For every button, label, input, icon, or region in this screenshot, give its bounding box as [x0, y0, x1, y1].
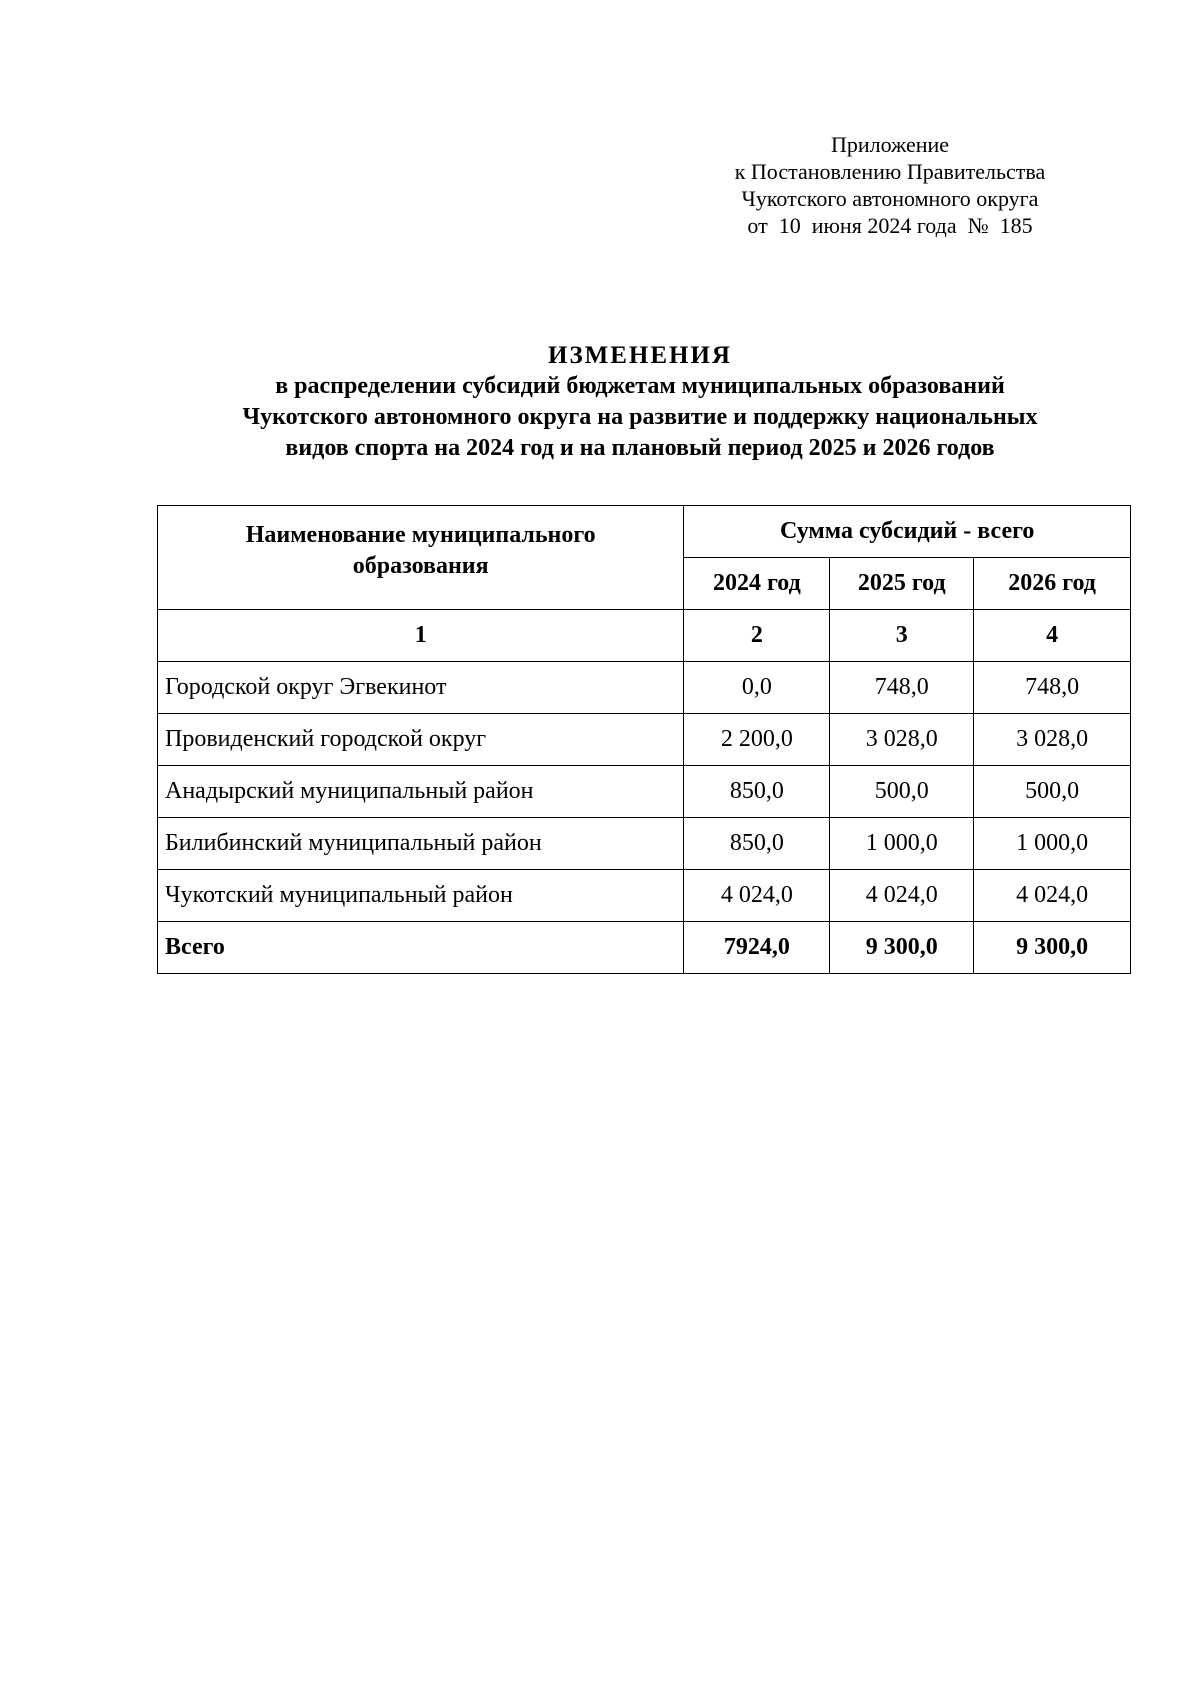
header-municipality	[158, 506, 684, 610]
amount-2024: 850,0	[684, 818, 830, 870]
table-row	[158, 870, 1131, 922]
amount-2025: 1 000,0	[830, 818, 974, 870]
header-sum-total: Сумма субсидий - всего	[684, 506, 1131, 558]
total-label: Всего	[158, 922, 684, 974]
appendix-region: Чукотского автономного округа	[741, 186, 1039, 211]
amount-2026: 4 024,0	[974, 870, 1131, 922]
amount-2024: 0,0	[684, 662, 830, 714]
table-row	[158, 766, 1131, 818]
title-line-1: в распределении субсидий бюджетам муниципальных образований	[275, 373, 1005, 399]
header-year-2026: 2026 год	[974, 558, 1131, 610]
total-2024: 7924,0	[684, 922, 830, 974]
appendix-date-number: от 10 июня 2024 года № 185	[747, 213, 1033, 238]
amount-2026: 3 028,0	[974, 714, 1131, 766]
amount-2026: 748,0	[974, 662, 1131, 714]
column-numbers-row	[158, 610, 1131, 662]
amount-2024: 4 024,0	[684, 870, 830, 922]
document-title	[120, 340, 1160, 464]
header-municipality-line-1: Наименование муниципального	[245, 522, 596, 548]
title-main: ИЗМЕНЕНИЯ	[548, 342, 732, 369]
table-row	[158, 714, 1131, 766]
total-2026: 9 300,0	[974, 922, 1131, 974]
column-number: 2	[684, 610, 830, 662]
table-row	[158, 818, 1131, 870]
amount-2025: 4 024,0	[830, 870, 974, 922]
header-year-2024: 2024 год	[684, 558, 830, 610]
municipality-name: Провиденский городской округ	[158, 714, 684, 766]
amount-2026: 500,0	[974, 766, 1131, 818]
municipality-name: Билибинский муниципальный район	[158, 818, 684, 870]
appendix-resolution-ref: к Постановлению Правительства	[734, 159, 1046, 184]
table-row	[158, 662, 1131, 714]
municipality-name: Городской округ Эгвекинот	[158, 662, 684, 714]
amount-2025: 3 028,0	[830, 714, 974, 766]
municipality-name: Чукотский муниципальный район	[158, 870, 684, 922]
appendix-label: Приложение	[830, 132, 950, 157]
amount-2026: 1 000,0	[974, 818, 1131, 870]
total-row	[158, 922, 1131, 974]
header-municipality-line-2: образования	[352, 553, 489, 579]
title-line-3: видов спорта на 2024 год и на плановый период 2025 и 2026 годов	[285, 435, 995, 461]
appendix-block	[690, 131, 1090, 239]
subsidies-table	[157, 505, 1131, 974]
column-number: 1	[158, 610, 684, 662]
title-line-2: Чукотского автономного округа на развитие и поддержку национальных	[242, 404, 1038, 430]
column-number: 3	[830, 610, 974, 662]
amount-2024: 850,0	[684, 766, 830, 818]
header-year-2025: 2025 год	[830, 558, 974, 610]
total-2025: 9 300,0	[830, 922, 974, 974]
amount-2025: 500,0	[830, 766, 974, 818]
amount-2025: 748,0	[830, 662, 974, 714]
amount-2024: 2 200,0	[684, 714, 830, 766]
header-row	[158, 506, 1131, 558]
column-number: 4	[974, 610, 1131, 662]
municipality-name: Анадырский муниципальный район	[158, 766, 684, 818]
